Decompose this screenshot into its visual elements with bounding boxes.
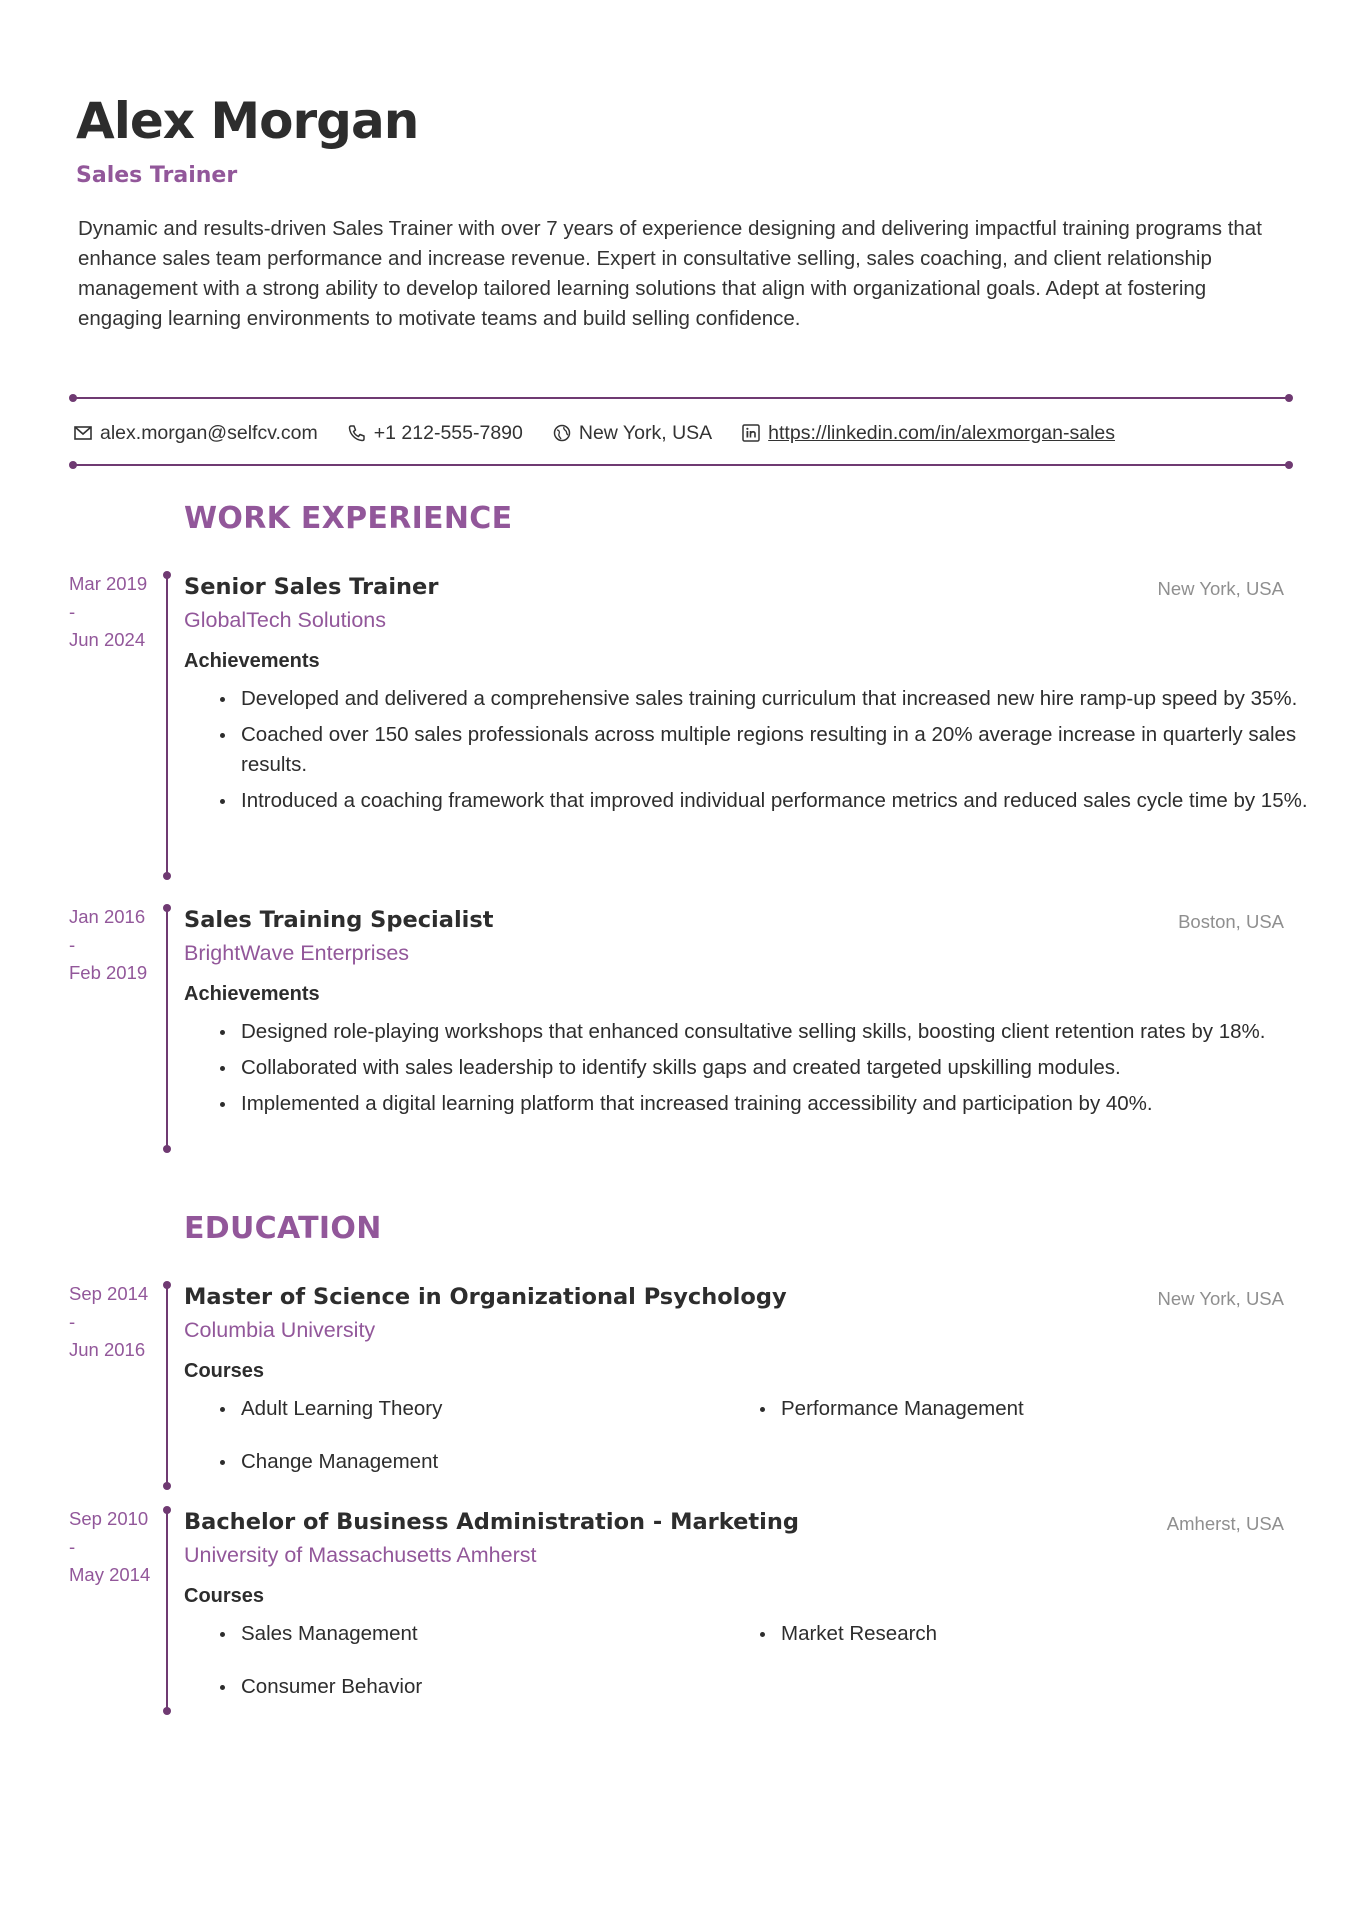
entry-dates xyxy=(69,1280,169,1364)
contact-phone[interactable] xyxy=(348,422,523,445)
start-date: Sep 2014 xyxy=(69,1283,149,1304)
position-title: Senior Sales Trainer xyxy=(184,574,439,600)
list-item: Collaborated with sales leadership to identify skills gaps and created targeted upskilling modules. xyxy=(241,1053,1350,1083)
school-name: Columbia University xyxy=(184,1318,376,1342)
list-item: Implemented a digital learning platform that increased training accessibility and participation by 40%. xyxy=(241,1089,1350,1119)
start-date: Jan 2016 xyxy=(69,906,146,927)
end-date: Feb 2019 xyxy=(69,962,148,983)
list-item: Developed and delivered a comprehensive sales training curriculum that increased new hire ramp-up speed by 35%. xyxy=(241,684,1350,714)
bottom-divider xyxy=(72,464,1290,466)
list-item: Introduced a coaching framework that improved individual performance metrics and reduced sales cycle time by 15%. xyxy=(241,786,1350,816)
start-date: Mar 2019 xyxy=(69,573,148,594)
entry-dates xyxy=(69,903,169,987)
list-item: Adult Learning Theory xyxy=(184,1394,724,1424)
education-heading: EDUCATION xyxy=(184,1211,382,1246)
degree-title: Master of Science in Organizational Psychology xyxy=(184,1284,787,1310)
education-entry xyxy=(0,1280,1350,1490)
entry-dates xyxy=(69,1505,169,1589)
list-item: Market Research xyxy=(724,1619,1184,1649)
entry-dates xyxy=(69,570,169,654)
contact-email[interactable] xyxy=(74,422,318,445)
education-entry xyxy=(0,1505,1350,1715)
timeline-bar xyxy=(166,574,168,877)
work-entry xyxy=(0,570,1350,880)
position-location: Boston, USA xyxy=(1178,911,1284,932)
candidate-name: Alex Morgan xyxy=(76,92,419,150)
timeline-bar xyxy=(166,1284,168,1487)
achievements-list xyxy=(184,684,1350,822)
date-separator: - xyxy=(69,1311,76,1332)
date-separator: - xyxy=(69,934,76,955)
end-date: Jun 2024 xyxy=(69,629,146,650)
degree-title: Bachelor of Business Administration - Marketing xyxy=(184,1509,799,1535)
school-location: New York, USA xyxy=(1157,1288,1284,1309)
contact-location xyxy=(553,422,712,445)
phone-text: +1 212-555-7890 xyxy=(373,421,523,444)
list-item: Performance Management xyxy=(724,1394,1184,1424)
globe-icon xyxy=(553,424,571,442)
location-text: New York, USA xyxy=(578,421,713,444)
courses-list xyxy=(184,1394,1184,1477)
company-name: BrightWave Enterprises xyxy=(184,941,410,965)
profile-summary: Dynamic and results-driven Sales Trainer with over 7 years of experience designing and delivering impactful training programs that enhance sales team performance and increase revenue. Expert in consultative selling, sales coaching, and client relationship management with a strong ability to develop tailored learning solutions that align with organizational goals. Adept at fostering engaging learning environments to motivate teams and build selling confidence. xyxy=(78,217,1262,330)
top-divider xyxy=(72,397,1290,399)
email-text: alex.morgan@selfcv.com xyxy=(100,421,318,444)
work-entry xyxy=(0,903,1350,1153)
list-item: Change Management xyxy=(184,1447,724,1477)
list-item: Sales Management xyxy=(184,1619,724,1649)
job-title: Sales Trainer xyxy=(76,163,238,188)
list-item: Coached over 150 sales professionals across multiple regions resulting in a 20% average increase in quarterly sales results. xyxy=(241,720,1350,780)
start-date: Sep 2010 xyxy=(69,1508,149,1529)
end-date: May 2014 xyxy=(69,1564,151,1585)
courses-label: Courses xyxy=(184,1360,265,1382)
linkedin-link[interactable]: https://linkedin.com/in/alexmorgan-sales xyxy=(768,421,1116,444)
list-item: Consumer Behavior xyxy=(184,1672,724,1702)
end-date: Jun 2016 xyxy=(69,1339,146,1360)
courses-list xyxy=(184,1619,1184,1702)
courses-label: Courses xyxy=(184,1585,265,1607)
position-location: New York, USA xyxy=(1157,578,1284,599)
date-separator: - xyxy=(69,601,76,622)
company-name: GlobalTech Solutions xyxy=(184,608,386,632)
timeline-bar xyxy=(166,907,168,1150)
linkedin-icon xyxy=(742,424,760,442)
envelope-icon xyxy=(74,426,92,440)
contact-bar xyxy=(74,418,1145,448)
list-item: Designed role-playing workshops that enhanced consultative selling skills, boosting client retention rates by 18%. xyxy=(241,1017,1350,1047)
timeline-bar xyxy=(166,1509,168,1712)
date-separator: - xyxy=(69,1536,76,1557)
achievements-label: Achievements xyxy=(184,650,320,672)
contact-linkedin[interactable] xyxy=(742,422,1115,445)
school-name: University of Massachusetts Amherst xyxy=(184,1543,537,1567)
position-title: Sales Training Specialist xyxy=(184,907,494,933)
achievements-list xyxy=(184,1017,1350,1125)
achievements-label: Achievements xyxy=(184,983,320,1005)
phone-icon xyxy=(348,424,366,442)
work-experience-heading: WORK EXPERIENCE xyxy=(184,501,513,536)
school-location: Amherst, USA xyxy=(1166,1513,1284,1534)
